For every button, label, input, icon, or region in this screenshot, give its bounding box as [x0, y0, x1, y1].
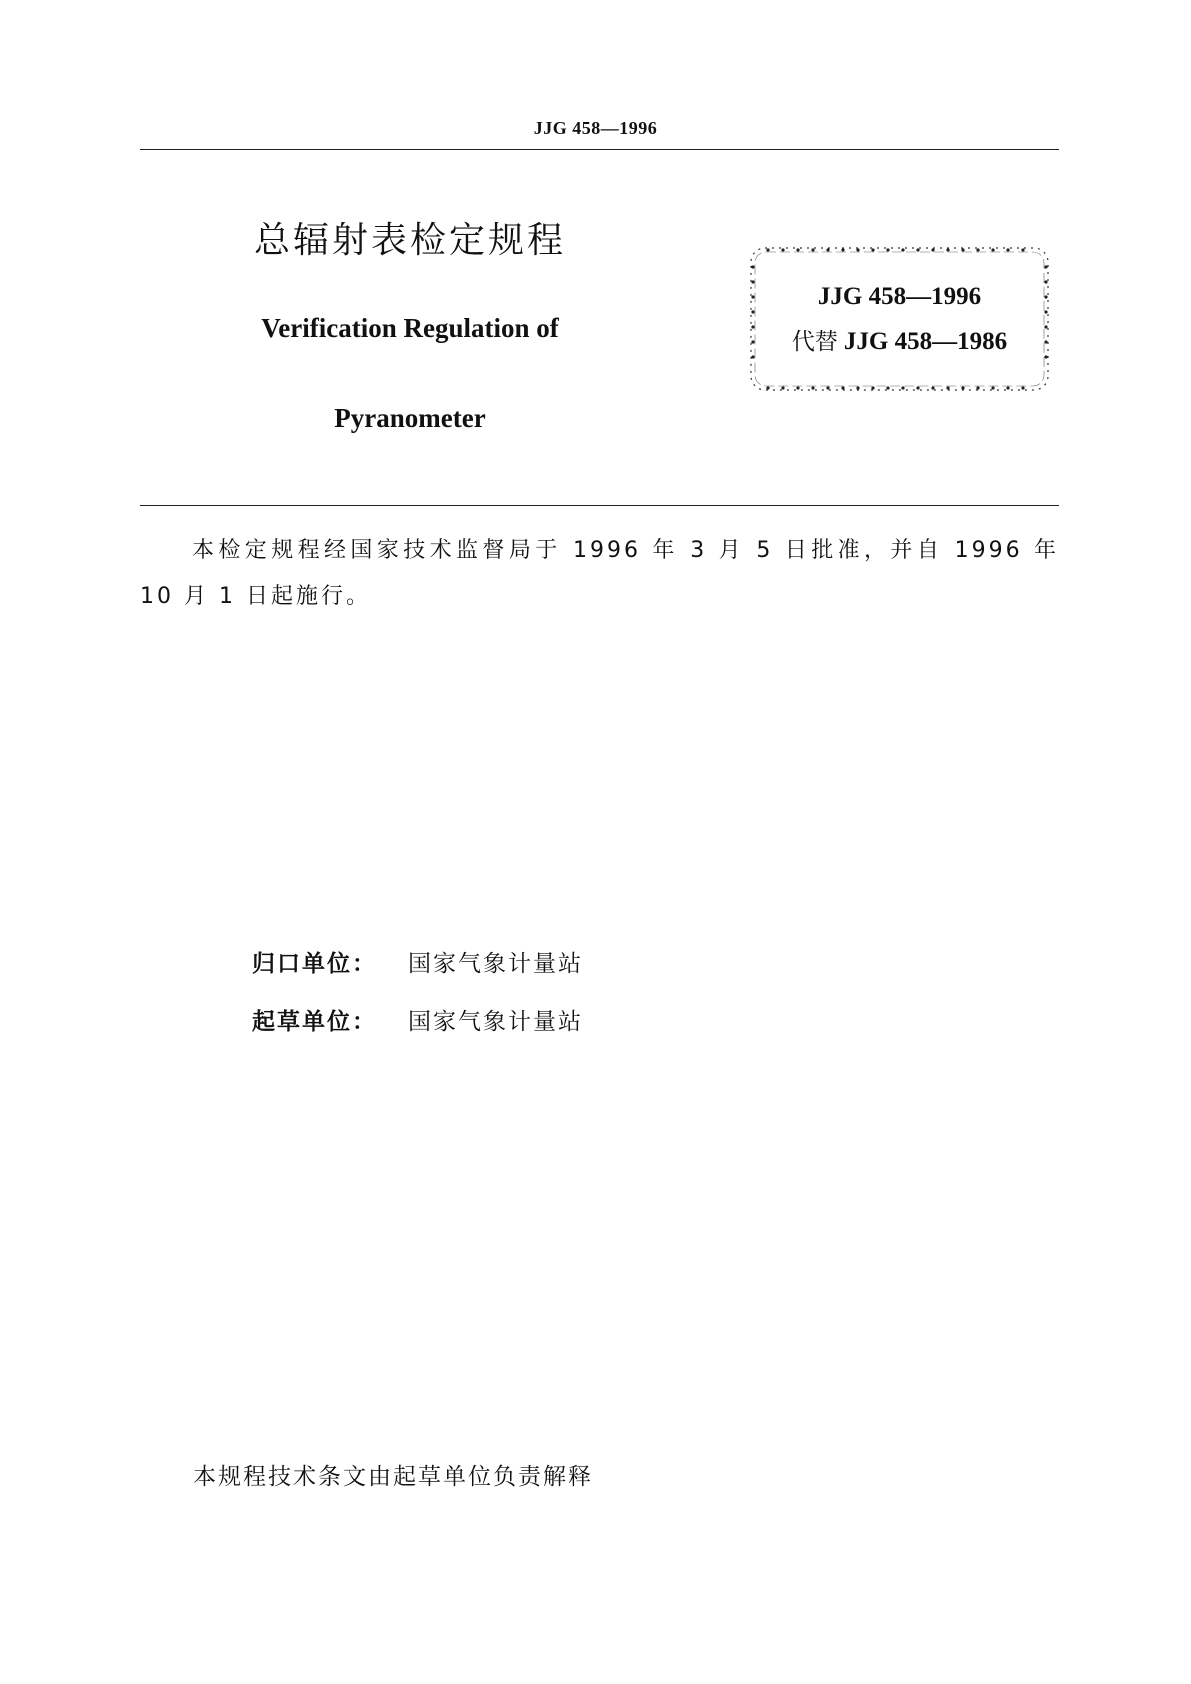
border-dot: [991, 248, 994, 251]
drafting-unit-value: 国家气象计量站: [408, 1009, 583, 1035]
border-dot: [826, 248, 829, 251]
border-dot: [1021, 248, 1024, 251]
drafting-unit-row: [252, 1003, 583, 1036]
border-dot: [901, 248, 904, 251]
running-header-code: JJG 458—1996: [533, 118, 658, 138]
border-dot: [991, 386, 994, 389]
border-dot: [856, 386, 859, 389]
standard-code: JJG 458—1996: [817, 283, 982, 310]
border-dot: [946, 248, 949, 251]
responsible-unit-value: 国家气象计量站: [408, 951, 583, 977]
interpretation-note: 本规程技术条文由起草单位负责解释: [193, 1464, 593, 1490]
title-english-line2: Pyranometer: [334, 403, 486, 433]
border-dot: [886, 248, 889, 251]
border-dot: [976, 248, 979, 251]
border-dot: [811, 386, 814, 389]
standard-code-box: [746, 243, 1053, 395]
border-dot: [1006, 386, 1009, 389]
title-english-line1: Verification Regulation of: [261, 313, 559, 343]
responsible-unit-label: 归口单位：: [252, 951, 377, 977]
border-dot: [961, 386, 964, 389]
border-dot: [916, 386, 919, 389]
replaces-label: 代替: [791, 329, 838, 355]
border-dot: [796, 248, 799, 251]
border-dot: [901, 386, 904, 389]
border-dot: [856, 248, 859, 251]
title-chinese: 总辐射表检定规程: [253, 220, 566, 261]
border-dot: [751, 265, 754, 268]
header-rule: [140, 149, 1059, 150]
border-dot: [976, 386, 979, 389]
approval-paragraph: 本检定规程经国家技术监督局于 1996 年 3 月 5 日批准，并自 1996 年 10 月 1 日起施行。: [140, 538, 1059, 609]
border-dot: [931, 386, 934, 389]
border-dot: [871, 386, 874, 389]
decorative-border: [746, 243, 1053, 395]
border-dot: [1021, 386, 1024, 389]
border-dot: [781, 248, 784, 251]
border-dot: [1044, 265, 1047, 268]
border-dot: [841, 248, 844, 251]
border-dot: [1006, 248, 1009, 251]
border-dot: [766, 386, 769, 389]
drafting-unit-label: 起草单位：: [252, 1009, 377, 1035]
border-dot: [781, 386, 784, 389]
border-dot: [931, 248, 934, 251]
responsible-unit-row: [252, 945, 583, 978]
border-dot: [916, 248, 919, 251]
section-rule: [140, 505, 1059, 506]
border-dot: [871, 248, 874, 251]
border-dot: [946, 386, 949, 389]
border-dot: [811, 248, 814, 251]
border-dot: [961, 248, 964, 251]
border-dot: [766, 248, 769, 251]
border-dot: [826, 386, 829, 389]
border-dot: [886, 386, 889, 389]
border-dot: [841, 386, 844, 389]
replaces-line: [746, 323, 1053, 356]
replaces-code: JJG 458—1986: [843, 328, 1008, 355]
border-dot: [796, 386, 799, 389]
